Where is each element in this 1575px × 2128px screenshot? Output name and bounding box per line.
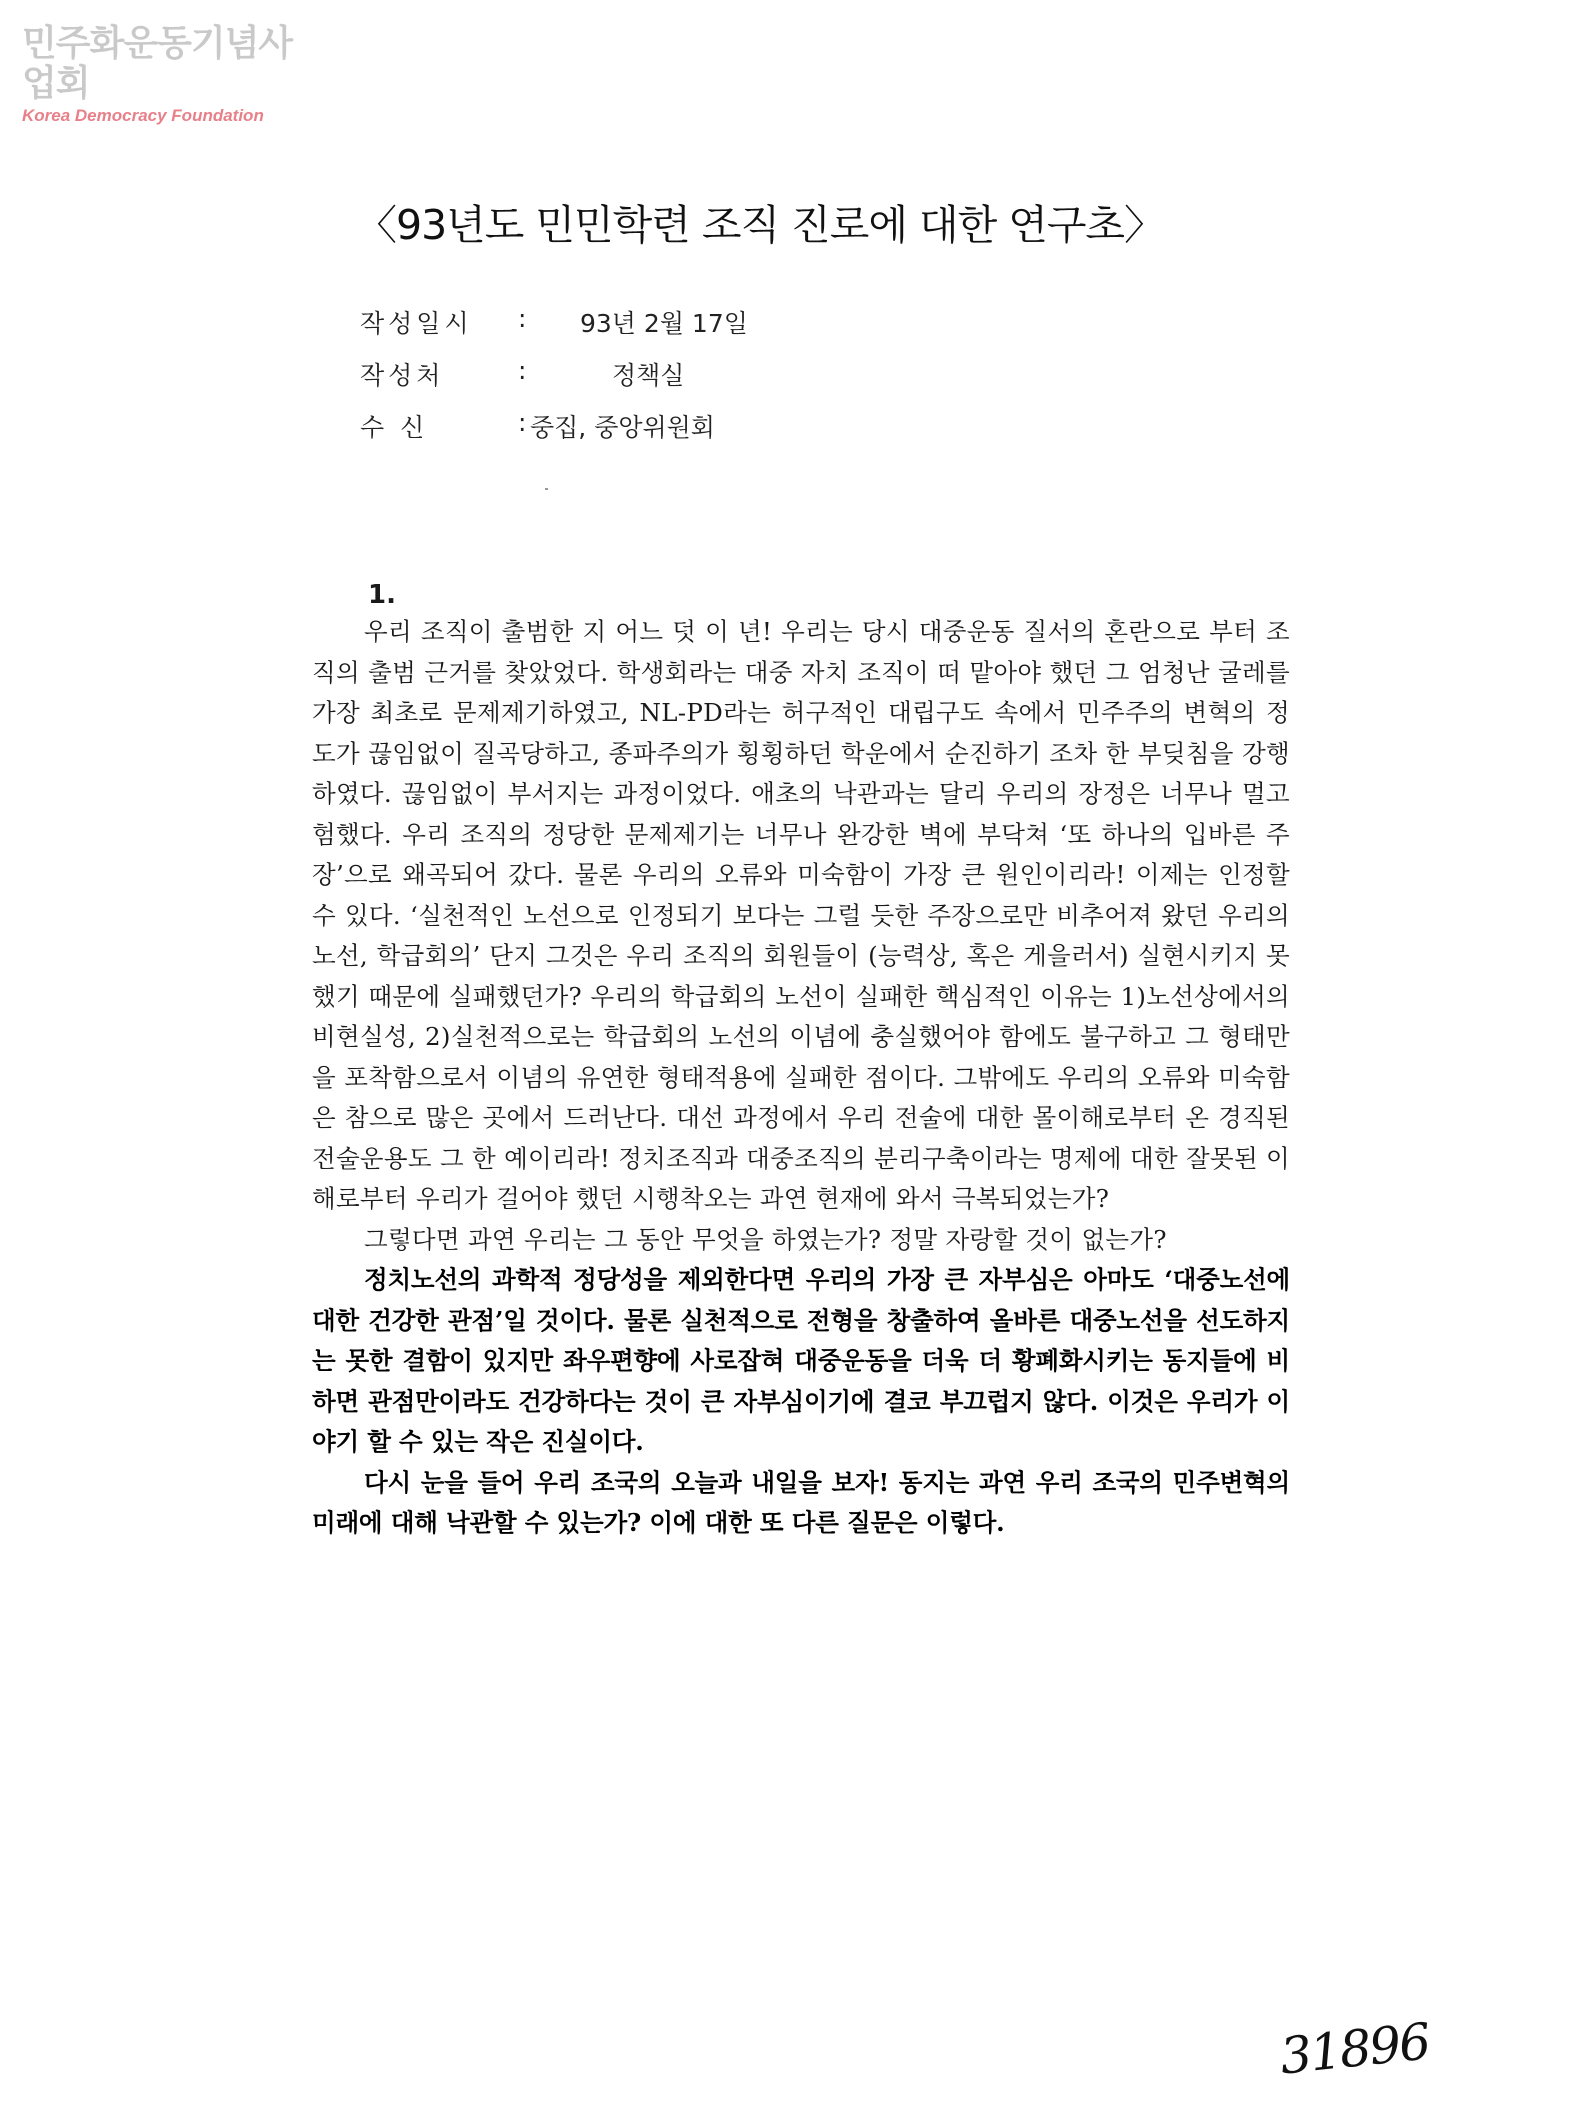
meta-label: 작성일시 [360, 309, 473, 338]
meta-label: 작성처 [360, 361, 445, 390]
document-title: 〈93년도 민민학련 조직 진로에 대한 연구초〉 [356, 201, 1165, 249]
scan-speck [545, 488, 548, 490]
handwritten-number: 31896 [1277, 2012, 1432, 2086]
watermark-logo [22, 24, 322, 126]
paragraph: 다시 눈을 들어 우리 조국의 오늘과 내일을 보자! 동지는 과연 우리 조국의 민주변혁의 미래에 대해 낙관할 수 있는가? 이에 대한 또 다른 질문은 이렇다. [312, 1467, 1290, 1537]
meta-value: 93년 2월 17일 [580, 309, 748, 338]
watermark-english: Korea Democracy Foundation [22, 106, 264, 125]
meta-colon: : [518, 304, 527, 333]
paragraph: 그렇다면 과연 우리는 그 동안 무엇을 하였는가? 정말 자랑할 것이 없는가? [364, 1224, 1167, 1254]
meta-colon: : [518, 408, 527, 437]
paragraph: 우리 조직이 출범한 지 어느 덧 이 년! 우리는 당시 대중운동 질서의 혼란으로 부터 조직의 출범 근거를 찾았었다. 학생회라는 대중 자치 조직이 떠 맡아야 했던 그 엄청난 굴레를 가장 최초로 문제제기하였고, NL-PD라는 허구적인 대립구도 속에서 민주주의 변혁의 정도가 끊임없이 질곡당하고, 종파주의가 횡횡하던 학운에서 순진하기 조차 한 부딪침을 강행하였다. 끊임없이 부서지는 과정이었다. 애초의 낙관과는 달리 우리의 장정은 너무나 멀고 험했다. 우리 조직의 정당한 문제제기는 너무나 완강한 벽에 부닥쳐 ‘또 하나의 입바른 주장’으로 왜곡되어 갔다. 물론 우리의 오류와 미숙함이 가장 큰 원인이리라! 이제는 인정할 수 있다. ‘실천적인 노선으로 인정되기 보다는 그럴 듯한 주장으로만 비추어져 왔던 우리의 노선, 학급회의’ 단지 그것은 우리 조직의 회원들이 (능력상, 혹은 게을러서) 실현시키지 못했기 때문에 실패했던가? 우리의 학급회의 노선이 실패한 핵심적인 이유는 1)노선상에서의 비현실성, 2)실천적으로는 학급회의 노선의 이념에 충실했어야 함에도 불구하고 그 형태만을 포착함으로서 이념의 유연한 형태적용에 실패한 점이다. 그밖에도 우리의 오류와 미숙함은 참으로 많은 곳에서 드러난다. 대선 과정에서 우리 전술에 대한 몰이해로부터 온 경직된 전술운용도 그 한 예이리라! 정치조직과 대중조직의 분리구축이라는 명제에 대한 잘못된 이해로부터 우리가 걸어야 했던 시행착오는 과연 현재에 와서 극복되었는가? [312, 617, 1290, 1213]
body-text [312, 612, 1290, 1544]
meta-value: 중집, 중앙위원회 [530, 413, 715, 442]
meta-colon: : [518, 356, 527, 385]
section-number: 1. [368, 580, 396, 610]
meta-value: 정책실 [612, 361, 685, 390]
watermark-korean: 민주화운동기념사업회 [22, 23, 293, 104]
meta-label: 수 신 [360, 413, 429, 442]
paragraph: 정치노선의 과학적 정당성을 제외한다면 우리의 가장 큰 자부심은 아마도 ‘대중노선에 대한 건강한 관점’일 것이다. 물론 실천적으로 전형을 창출하여 올바른 대중노선을 선도하지는 못한 결함이 있지만 좌우편향에 사로잡혀 대중운동을 더욱 더 황폐화시키는 동지들에 비하면 관점만이라도 건강하다는 것이 큰 자부심이기에 결코 부끄럽지 않다. 이것은 우리가 이야기 할 수 있는 작은 진실이다. [312, 1265, 1290, 1456]
